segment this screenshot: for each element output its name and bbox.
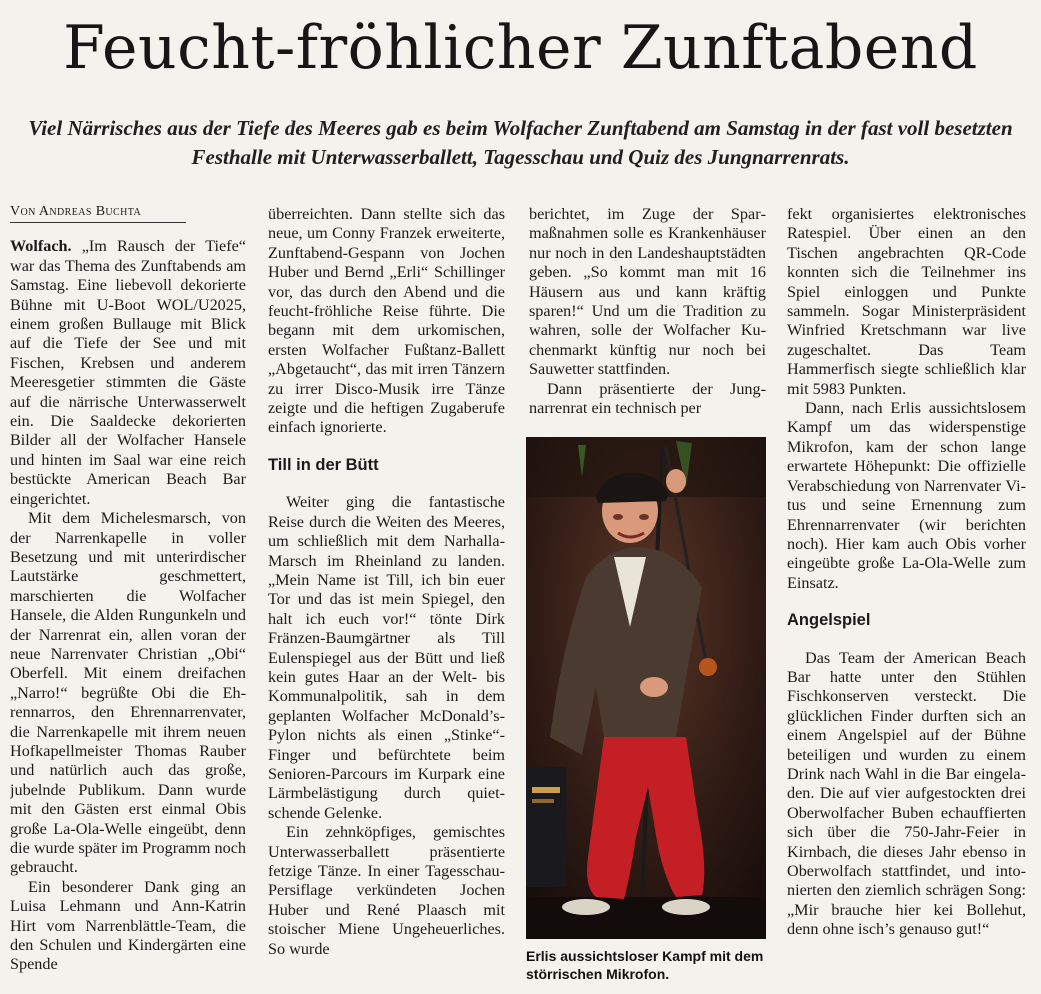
headline: Feucht-fröhlicher Zunftabend <box>63 13 978 83</box>
paragraph: Ein besonderer Dank ging an Luisa Lehmann und Ann-Katrin Hirt vom Narrenblättle-Team, die den Schulen und Kindergärten eine Spende <box>10 877 246 974</box>
article-column-1 <box>10 202 246 986</box>
performer-illustration <box>526 437 766 939</box>
subheading-till: Till in der Bütt <box>268 455 379 474</box>
paragraph: Weiter ging die fantastische Reise durch die Weiten des Meeres, um schließlich mit dem Narhalla-Marsch im Rheinland zu landen. „Mein Name ist Till, ich bin euer Tor und das ist mein Spiegel, den halt ich euch vor!“ tönte Dirk Fränzen-Baumgärtner als Till Eulenspiegel aus der Bütt und ließ kein gutes Haar an der Welt- bis Kommunalpolitik, sah in dem geplanten Wolfacher McDonald’s-Pylon nichts als einen „Stinke“-Finger und befürchtete beim Senioren-Parcours im Kurpark eine Lärmbelästigung durch quietschende Gelenke. <box>268 493 505 822</box>
paragraph: Dann präsentierte der Jungnarrenrat ein technisch per <box>529 379 766 418</box>
subheadline: Viel Närrisches aus der Tiefe des Meeres gab es beim Wolfacher Zunftabend am Samstag in der fast voll besetzten Festhalle mit Unterwasserballett, Tagesschau und Quiz des Jungnarrenrats. <box>28 116 1013 169</box>
paragraph: fekt organisiertes elektronisches Ratespiel. Über einen an den Tischen angebrachten QR-Code konnten sich die Teilnehmer ins Spiel einloggen und Punkte sammeln. Sogar Ministerpräsident Winfried Kretschmann war live zugeschaltet. Das Team Hammerfisch siegte schließlich klar mit 5983 Punkten. <box>787 205 1026 398</box>
article-column-2 <box>268 205 505 989</box>
article-column-4 <box>787 205 1026 989</box>
paragraph: berichtet, im Zuge der Sparmaßnahmen solle es Krankenhäuser nur noch in den Landeshauptstädten geben. „So kommt man mit 16 Häusern aus und kann kräftig sparen!“ Und um die Tradition zu wahren, solle der Wolfacher Kuchenmarkt künftig nur noch bei Sauwetter stattfinden. <box>529 205 766 379</box>
byline: Von Andreas Buchta <box>10 202 186 223</box>
article-column-3 <box>529 205 766 430</box>
paragraph-text: „Im Rausch der Tiefe“ war das Thema des Zunftabends am Samstag. Eine liebevoll dekorierte Bühne mit U-Boot WOL/U2025, einem großen Bullauge mit Blick auf die Tiefe der See und mit Fischen, Krebsen und anderem Meeresgetier stimmten die Gäste auf die närrische Unterwasserwelt ein. Die Saaldecke dekorierten Bilder all der Wolfacher Hansele und hinten im Saal war eine reich bestückte American Beach Bar eingerichtet. <box>10 237 246 508</box>
paragraph: Das Team der American Beach Bar hatte unter den Stühlen Fischkonserven versteckt. Die glücklichen Finder durften sich an einem Angelspiel auf der Bühne beteiligen und wurden zu einem Drink nach Wahl in die Bar eingeladen. Die auf vier aufgestockten drei Oberwolfacher Buben echauffierten sich über die 750-Jahr-Feier in Kirnbach, die dieses Jahr ebenso in Oberwolfach stattfindet, und intonierten den ziemlich schrägen Song: „Mir brauche hier kei Bollehut, denn ohne isch’s genauso gut!“ <box>787 648 1026 939</box>
paragraph: Dann, nach Erlis aussichtslosem Kampf um das widerspenstige Mikrofon, kam der schon lange erwartete Höhepunkt: Die offizielle Verabschiedung von Narrenvater Vitus und seine Ernennung zum Ehrennarrenvater (wir berichten noch). Hier kam auch Obis vorher eingeübte große La-Ola-Welle zum Einsatz. <box>787 399 1026 592</box>
subheading-angelspiel: Angelspiel <box>787 611 871 630</box>
paragraph: überreichten. Dann stellte sich das neue, um Conny Franzek erweiterte, Zunftabend-Gespann von Jochen Huber und Bernd „Erli“ Schillinger vor, das durch den Abend und die feucht-fröhliche Reise führte. Die begann mit dem urkomischen, ersten Wolfacher Fußtanz-Ballett „Abgetaucht“, das mit irren Tänzern zu irrer Disco-Musik irre Tänze zeigte und die heftigen Zugaberufe einfach ignorierte. <box>268 205 505 437</box>
paragraph: Mit dem Michelesmarsch, von der Narrenkapelle in voller Besetzung und mit unterirdischer Lautstärke geschmettert, marschierten die Wolfacher Hansele, die Alden Rungunkeln und der Narrenrat ein, allen voran der neue Narrenvater Christian „Obi“ Oberfell. Mit einem dreifachen „Narro!“ begrüßte Obi die Ehrennarros, den Ehrennarrenvater, die Narrenkapelle mit ihrem neuen Hofkapellmeister Thomas Rauber und natürlich auch das große, jubelnde Publikum. Dann wurde mit den Gästen erst einmal Obis große La-Ola-Welle eingeübt, denn die wurde später im Programm noch gebraucht. <box>10 509 246 877</box>
lead-paragraph <box>10 237 246 509</box>
photo-caption: Erlis aussichtsloser Kampf mit dem störrischen Mikrofon. <box>526 948 764 982</box>
paragraph: Ein zehnköpfiges, gemischtes Unterwasserballett präsentierte fetzige Tänze. In einer Tagesschau-Persiflage verkündeten Jochen Huber und René Plaasch mit stoischer Miene Ungeheuerliches. So wurde <box>268 823 505 958</box>
dateline: Wolfach. <box>10 237 72 256</box>
article-photo <box>526 437 766 939</box>
